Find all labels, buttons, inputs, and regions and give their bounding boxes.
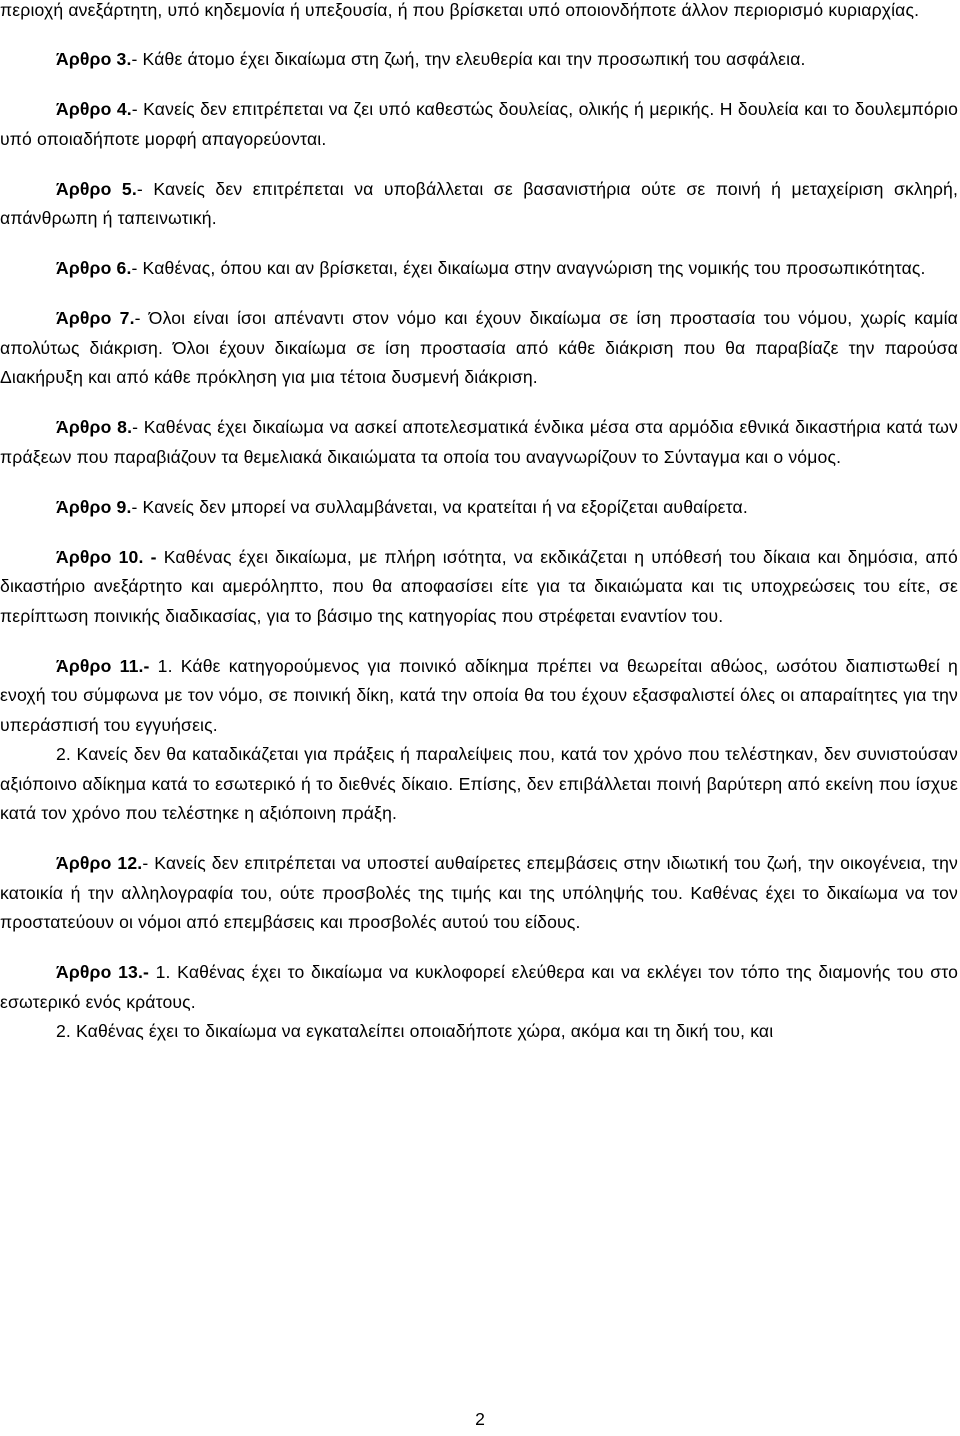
article-text: 1. Κάθε κατηγορούμενος για ποινικό αδίκημα πρέπει να θεωρείται αθώος, ωσότου διαπιστωθεί η ενοχή του σύμφωνα με τον νόμο, σε ποινική δίκη, κατά την οποία θα του έχουν εξασφαλιστεί όλες οι απαραίτητες για την υπεράσπισή του εγγυήσεις. <box>0 655 958 735</box>
article-label: Άρθρο 12. <box>56 853 143 873</box>
article-3 <box>0 45 958 75</box>
article-text: - Καθένας, όπου και αν βρίσκεται, έχει δικαίωμα στην αναγνώριση της νομικής του προσωπικότητας. <box>131 258 926 278</box>
article-subparagraph: 2. Κανείς δεν θα καταδικάζεται για πράξεις ή παραλείψεις που, κατά τον χρόνο που τελέστηκαν, δεν συνιστούσαν αξιόποινο αδίκημα κατά το εσωτερικό ή το διεθνές δίκαιο. Επίσης, δεν επιβάλλεται ποινή βαρύτερη από εκείνη που ίσχυε κατά τον χρόνο που τελέστηκε η αξιόποινη πράξη. <box>0 744 958 823</box>
article-12 <box>0 849 958 938</box>
page-number: 2 <box>475 1409 485 1429</box>
intro-text: περιοχή ανεξάρτητη, υπό κηδεμονία ή υπεξουσία, ή που βρίσκεται υπό οποιονδήποτε άλλον περιορισμό κυριαρχίας. <box>0 0 920 20</box>
article-label: Άρθρο 5. <box>56 178 137 199</box>
article-text: 1. Καθένας έχει το δικαίωμα να κυκλοφορεί ελεύθερα και να εκλέγει τον τόπο της διαμονής του στο εσωτερικό ενός κράτους. <box>0 962 958 1012</box>
article-text: - Κανείς δεν μπορεί να συλλαμβάνεται, να κρατείται ή να εξορίζεται αυθαίρετα. <box>131 496 748 517</box>
article-subparagraph: 2. Καθένας έχει το δικαίωμα να εγκαταλείπει οποιαδήποτε χώρα, ακόμα και τη δική του, και <box>56 1021 774 1041</box>
article-text: - Κανείς δεν επιτρέπεται να υποβάλλεται σε βασανιστήρια ούτε σε ποινή ή μεταχείριση σκληρή, απάνθρωπη ή ταπεινωτική. <box>0 178 958 228</box>
article-5 <box>0 175 958 234</box>
article-text: - Κανείς δεν επιτρέπεται να ζει υπό καθεστώς δουλείας, ολικής ή μερικής. Η δουλεία και το δουλεμπόριο υπό οποιαδήποτε μορφή απαγορεύονται. <box>0 99 959 149</box>
article-4 <box>0 95 958 154</box>
article-10 <box>0 543 958 632</box>
article-label: Άρθρο 3. <box>56 49 132 69</box>
article-text: - Όλοι είναι ίσοι απέναντι στον νόμο και έχουν δικαίωμα σε ίση προστασία του νόμου, χωρίς καμία απολύτως διάκριση. Όλοι έχουν δικαίωμα σε ίση προστασία από κάθε διάκριση που θα παραβίαζε την παρούσα Διακήρυξη και από κάθε πρόκληση για μια τέτοια δυσμενή διάκριση. <box>0 308 958 387</box>
article-label: Άρθρο 6. <box>56 258 132 278</box>
article-label: Άρθρο 10. - <box>56 546 157 567</box>
article-text: - Κάθε άτομο έχει δικαίωμα στη ζωή, την ελευθερία και την προσωπική του ασφάλεια. <box>131 49 806 69</box>
article-11-paragraph-2 <box>0 740 958 829</box>
article-text: - Καθένας έχει δικαίωμα να ασκεί αποτελεσματικά ένδικα μέσα στα αρμόδια εθνικά δικαστήρια κατά των πράξεων που παραβιάζουν τα θεμελιακά δικαιώματα τα οποία του αναγνωρίζουν το Σύνταγμα και ο νόμος. <box>0 417 958 467</box>
article-text: - Κανείς δεν επιτρέπεται να υποστεί αυθαίρετες επεμβάσεις στην ιδιωτική του ζωή, την οικογένεια, την κατοικία ή την αλληλογραφία του, ούτε προσβολές της τιμής και της υπόληψής του. Καθένας έχει το δικαίωμα να τον προστατεύουν οι νόμοι από επεμβάσεις και προσβολές αυτού του είδους. <box>0 853 958 932</box>
article-9 <box>0 493 958 523</box>
article-label: Άρθρο 4. <box>56 99 132 119</box>
article-label: Άρθρο 9. <box>56 496 132 517</box>
article-8 <box>0 413 958 472</box>
article-text: Καθένας έχει δικαίωμα, με πλήρη ισότητα, να εκδικάζεται η υπόθεσή του δίκαια και δημόσια, από δικαστήριο ανεξάρτητο και αμερόληπτο, που θα αποφασίσει είτε για τα δικαιώματα και τις υποχρεώσεις του είτε, σε περίπτωση ποινικής διαδικασίας, για το βάσιμο της κατηγορίας που στρέφεται εναντίον του. <box>0 546 958 626</box>
article-label: Άρθρο 13.- <box>56 962 149 982</box>
article-label: Άρθρο 7. <box>56 308 135 328</box>
article-label: Άρθρο 11.- <box>56 655 150 676</box>
article-11 <box>0 652 958 741</box>
article-13 <box>0 958 958 1017</box>
article-13-paragraph-2 <box>0 1017 958 1047</box>
article-label: Άρθρο 8. <box>56 417 133 437</box>
article-7 <box>0 304 958 393</box>
article-6 <box>0 254 958 284</box>
intro-paragraph <box>0 0 958 26</box>
